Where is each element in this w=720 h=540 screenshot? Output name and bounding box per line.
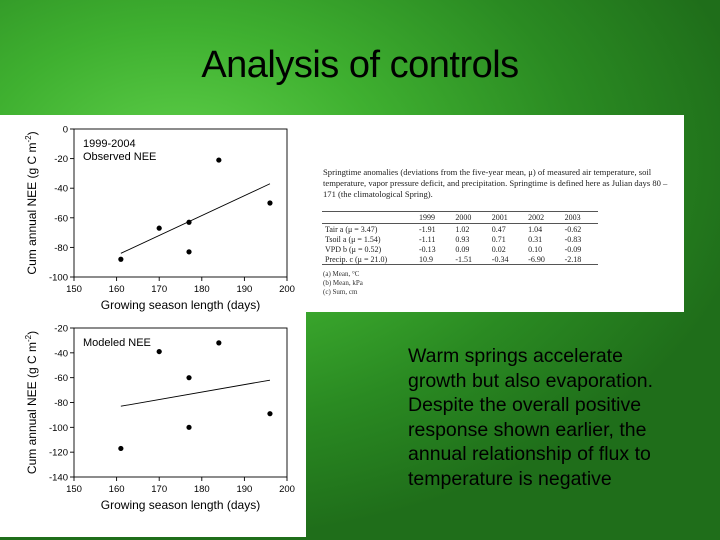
data-point — [186, 425, 191, 430]
summary-text — [408, 344, 716, 491]
table-row — [322, 254, 598, 265]
y-tick-label: -40 — [54, 348, 68, 360]
x-axis-label: Growing season length (days) — [100, 298, 261, 312]
table-cell: 1.04 — [528, 224, 543, 234]
y-tick-label: 0 — [62, 124, 68, 136]
table-caption: Springtime anomalies (deviations from the five-year mean, μ) of measured air temperature, soil temperature, vapor pressure deficit, and precipitation. Springtime is defined here as Julian days 80 – 171 (the climatological Spring). — [323, 167, 668, 199]
y-tick-label: -80 — [54, 398, 68, 409]
x-axis-label: Growing season length (days) — [100, 498, 261, 512]
table-cell: -0.34 — [491, 254, 509, 264]
table-note: (c) Sum, cm — [323, 288, 358, 296]
data-point — [186, 249, 191, 254]
table-cell: 10.9 — [419, 254, 433, 264]
summary-line: temperature is negative — [408, 467, 612, 490]
x-tick-label: 180 — [193, 284, 210, 295]
springtime-anomalies-panel — [306, 115, 684, 312]
summary-line: Despite the overall positive — [408, 394, 642, 416]
table-cell: -1.51 — [455, 254, 473, 264]
table-note: (b) Mean, kPa — [323, 279, 363, 287]
table-header-cell — [322, 212, 416, 224]
y-tick-label: -80 — [54, 242, 68, 254]
data-point — [267, 200, 272, 205]
data-point — [157, 226, 162, 231]
data-point — [118, 446, 123, 451]
table-cell: Tair a (μ = 3.47) — [325, 224, 378, 234]
observed-nee-chart — [0, 115, 306, 320]
y-tick-label: -40 — [54, 183, 68, 195]
plot-annotation: Observed NEE — [83, 151, 157, 163]
x-tick-label: 150 — [66, 484, 82, 495]
y-tick-label: -120 — [48, 447, 68, 459]
table-cell: 0.10 — [528, 244, 543, 254]
modeled-nee-plot — [0, 320, 306, 537]
table-cell: 0.09 — [455, 244, 470, 254]
slide-title: Analysis of controls — [201, 44, 519, 86]
table-cell: -6.90 — [528, 254, 545, 264]
data-point — [267, 411, 272, 416]
anomalies-table — [322, 211, 598, 265]
x-tick-label: 200 — [279, 484, 295, 495]
data-point — [118, 257, 123, 262]
table-cell: 0.02 — [491, 244, 506, 254]
summary-line: Warm springs accelerate — [408, 345, 623, 367]
x-tick-label: 190 — [236, 284, 253, 295]
table-cell: -1.91 — [419, 224, 436, 234]
table-cell: 0.71 — [491, 234, 506, 244]
y-tick-label: -20 — [54, 154, 68, 166]
y-tick-label: -20 — [54, 323, 68, 335]
summary-line: annual relationship of flux to — [408, 443, 651, 465]
table-cell: -0.62 — [564, 224, 582, 234]
table-cell: Tsoil a (μ = 1.54) — [325, 234, 381, 244]
table-header-cell: 2002 — [528, 213, 545, 222]
table-cell: Precip. c (μ = 21.0) — [325, 254, 388, 264]
table-row — [322, 224, 598, 235]
table-row — [322, 244, 598, 254]
table-cell: -2.18 — [564, 254, 582, 264]
summary-line: response shown earlier, the — [408, 418, 647, 441]
table-header-cell: 1999 — [419, 213, 435, 222]
table-cell: VPD b (μ = 0.52) — [325, 244, 382, 254]
trend-line — [121, 380, 270, 406]
x-tick-label: 180 — [193, 484, 210, 495]
table-cell: -0.13 — [419, 244, 436, 254]
plot-annotation: Modeled NEE — [83, 337, 151, 349]
data-point — [216, 157, 221, 162]
x-tick-label: 190 — [236, 484, 253, 495]
table-cell: 1.02 — [455, 224, 470, 234]
x-tick-label: 170 — [151, 284, 168, 295]
x-tick-label: 150 — [66, 284, 82, 295]
data-point — [186, 220, 191, 225]
table-cell: -0.83 — [564, 234, 582, 244]
table-header-cell: 2001 — [491, 213, 508, 222]
summary-line: growth but also evaporation. — [408, 369, 653, 392]
data-point — [157, 349, 162, 354]
table-cell: 0.93 — [455, 234, 470, 244]
x-tick-label: 170 — [151, 484, 168, 495]
y-axis-label: Cum annual NEE (g C $m^{-2}$) — [24, 131, 39, 275]
table-cell: -1.11 — [419, 234, 436, 244]
x-tick-label: 200 — [279, 284, 295, 295]
data-point — [216, 340, 221, 345]
table-cell: 0.31 — [528, 234, 543, 244]
plot-annotation: 1999-2004 — [83, 138, 136, 150]
x-tick-label: 160 — [108, 284, 125, 295]
plot-frame — [74, 328, 287, 477]
data-point — [186, 375, 191, 380]
table-cell: 0.47 — [491, 224, 506, 234]
table-header-cell: 2003 — [564, 213, 581, 222]
y-tick-label: -60 — [54, 213, 68, 225]
table-note: (a) Mean, °C — [323, 270, 360, 278]
trend-line — [121, 184, 270, 254]
y-axis-label: Cum annual NEE (g C $m^{-2}$) — [24, 330, 39, 475]
y-tick-label: -100 — [48, 422, 68, 434]
table-header-cell: 2000 — [455, 213, 472, 222]
table-header-row — [322, 212, 598, 224]
table-row — [322, 234, 598, 244]
x-tick-label: 160 — [108, 484, 125, 495]
y-tick-label: -140 — [48, 472, 68, 484]
table-cell: -0.09 — [564, 244, 582, 254]
table-notes — [323, 270, 363, 297]
y-tick-label: -60 — [54, 373, 68, 385]
y-tick-label: -100 — [48, 272, 68, 284]
modeled-nee-chart — [0, 320, 306, 537]
observed-nee-plot — [0, 115, 306, 320]
